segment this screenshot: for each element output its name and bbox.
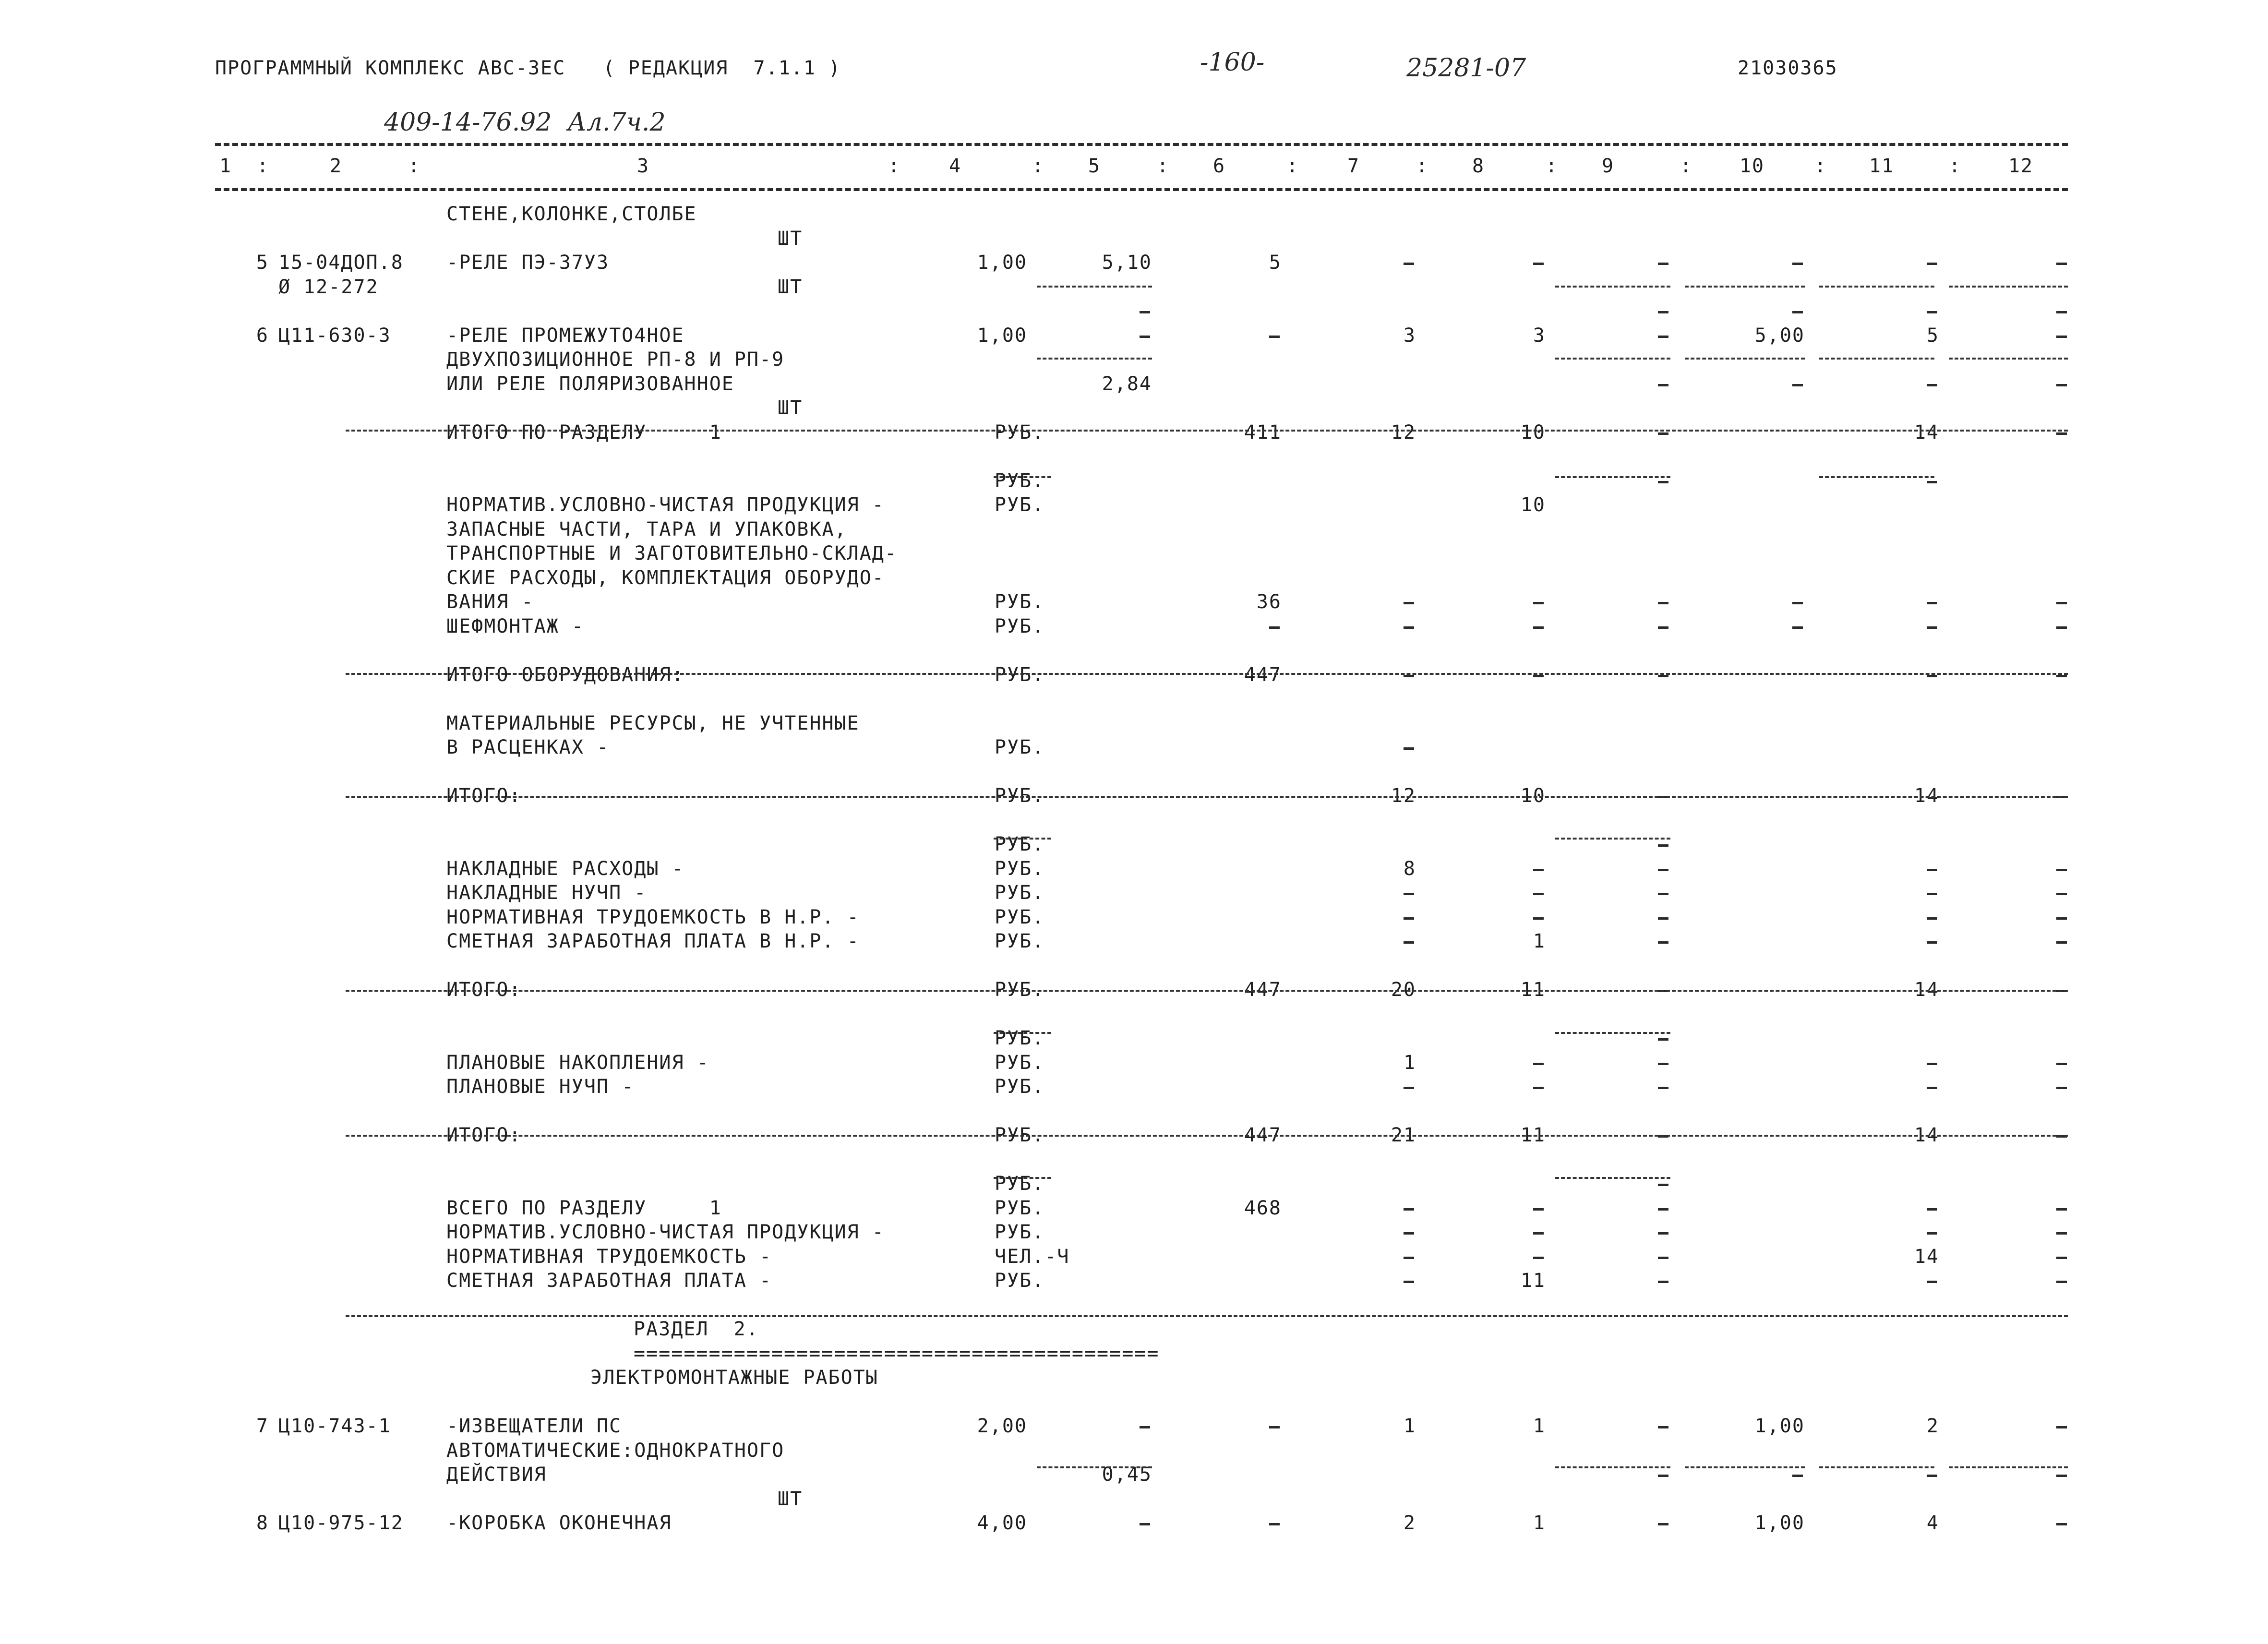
cell-c5: 2,84 — [1102, 372, 1152, 395]
underline-segment — [994, 476, 1051, 478]
dash-mark — [2056, 869, 2067, 871]
underline-segment — [1949, 286, 2068, 288]
column-number: 4 — [948, 155, 962, 177]
cell-c11: 14 — [1914, 785, 1939, 807]
dash-mark — [2056, 1426, 2067, 1428]
cell-code: Ø 12-272 — [278, 276, 379, 298]
cell-c11: 5 — [1926, 324, 1939, 347]
section-rule — [346, 1315, 2068, 1317]
dash-mark — [2056, 1257, 2067, 1259]
dash-mark — [2056, 311, 2067, 313]
cell-text: ЭЛЕКТРОМОНТАЖНЫЕ РАБОТЫ — [590, 1367, 878, 1389]
cell-n: 7 — [256, 1415, 269, 1437]
dash-mark — [1792, 384, 1803, 386]
dash-mark — [1404, 626, 1414, 629]
dash-mark — [1927, 675, 1937, 677]
cell-c10: 1,00 — [1754, 1512, 1805, 1534]
dash-mark — [1927, 384, 1937, 386]
dash-mark — [1404, 941, 1414, 944]
project-reference: 409-14-76.92 Ал.7ч.2 — [384, 108, 666, 137]
dash-mark — [1533, 1257, 1544, 1259]
cell-text: ИТОГО: — [446, 1124, 522, 1146]
cell-unit: РУБ. — [995, 930, 1045, 952]
underline-segment — [1819, 286, 1934, 288]
cell-c11: 4 — [1926, 1512, 1939, 1534]
cell-unit: РУБ. — [995, 857, 1045, 880]
cell-unit: РУБ. — [995, 1173, 1045, 1195]
column-separator: : — [1949, 155, 1962, 177]
cell-text: ИТОГО ПО РАЗДЕЛУ 1 — [446, 421, 722, 444]
dash-mark — [1533, 626, 1544, 629]
underline-segment — [1685, 358, 1805, 360]
underline-segment — [1819, 358, 1934, 360]
dash-mark — [1658, 626, 1668, 629]
cell-text: СМЕТНАЯ ЗАРАБОТНАЯ ПЛАТА В Н.Р. - — [446, 930, 860, 952]
cell-unit: РУБ. — [995, 1221, 1045, 1243]
dash-mark — [1658, 869, 1668, 871]
cell-text: ШТ — [778, 397, 803, 419]
underline-segment — [1555, 476, 1670, 478]
dash-mark — [1792, 602, 1803, 604]
dash-mark — [1658, 432, 1668, 435]
page-number: -160- — [1200, 48, 1265, 77]
cell-text: НОРМАТИВНАЯ ТРУДОЕМКОСТЬ - — [446, 1245, 772, 1268]
cell-c11: 14 — [1914, 1245, 1939, 1268]
dash-mark — [1658, 844, 1668, 847]
dash-mark — [1404, 602, 1414, 604]
dash-mark — [1658, 1281, 1668, 1283]
section-rule — [346, 673, 2068, 675]
cell-c8: 10 — [1520, 785, 1546, 807]
dash-mark — [2056, 602, 2067, 604]
underline-segment — [1949, 358, 2068, 360]
cell-c6: 411 — [1244, 421, 1282, 444]
cell-text: ИТОГО: — [446, 979, 522, 1001]
dash-mark — [1404, 747, 1414, 750]
cell-code: Ц10-975-12 — [278, 1512, 404, 1534]
cell-text: ИЛИ РЕЛЕ ПОЛЯРИЗОВАННОЕ — [446, 372, 734, 395]
dash-mark — [1533, 602, 1544, 604]
cell-c5: 5,10 — [1102, 252, 1152, 274]
cell-c11: 14 — [1914, 979, 1939, 1001]
dash-mark — [1533, 1232, 1544, 1235]
dash-mark — [1658, 893, 1668, 895]
dash-mark — [1658, 1232, 1668, 1235]
dash-mark — [2056, 1523, 2067, 1525]
underline-segment — [1685, 1466, 1805, 1468]
dash-mark — [2056, 1063, 2067, 1065]
cell-c7: 12 — [1391, 421, 1416, 444]
cell-text: -ИЗВЕЩАТЕЛИ ПС — [446, 1415, 622, 1437]
cell-c6: 5 — [1269, 252, 1282, 274]
dash-mark — [1927, 626, 1937, 629]
cell-unit: РУБ. — [995, 615, 1045, 637]
underline-segment — [1555, 838, 1670, 840]
underline-segment — [994, 1177, 1051, 1179]
cell-text: ДЕЙСТВИЯ — [446, 1464, 547, 1486]
dash-mark — [2056, 675, 2067, 677]
dash-mark — [1792, 626, 1803, 629]
cell-c8: 11 — [1520, 1124, 1546, 1146]
dash-mark — [1533, 675, 1544, 677]
dash-mark — [1658, 941, 1668, 944]
section-rule — [346, 990, 2068, 992]
cell-code: Ц11-630-3 — [278, 324, 391, 347]
column-number: 1 — [219, 155, 232, 177]
underline-segment — [1555, 1177, 1670, 1179]
column-separator: : — [257, 155, 270, 177]
cell-c6: 447 — [1244, 979, 1282, 1001]
dash-mark — [1269, 336, 1280, 338]
cell-text: -КОРОБКА ОКОНЕЧНАЯ — [446, 1512, 672, 1534]
dash-mark — [1533, 917, 1544, 920]
cell-text: ШТ — [778, 227, 803, 250]
dash-mark — [2056, 941, 2067, 944]
dash-mark — [1404, 1087, 1414, 1089]
cell-text: МАТЕРИАЛЬНЫЕ РЕСУРСЫ, НЕ УЧТЕННЫЕ — [446, 712, 860, 734]
cell-n: 6 — [256, 324, 269, 347]
cell-text: ПЛАНОВЫЕ НУЧП - — [446, 1076, 635, 1098]
dash-mark — [1140, 311, 1150, 313]
cell-text: НАКЛАДНЫЕ РАСХОДЫ - — [446, 857, 684, 880]
cell-c8: 1 — [1533, 1512, 1546, 1534]
section-rule — [346, 430, 2068, 432]
dash-mark — [1404, 1281, 1414, 1283]
dash-mark — [1533, 869, 1544, 871]
cell-unit: РУБ. — [995, 1124, 1045, 1146]
cell-c6: 468 — [1244, 1197, 1282, 1219]
dash-mark — [1658, 1184, 1668, 1186]
cell-unit: РУБ. — [995, 833, 1045, 855]
dash-mark — [2056, 1208, 2067, 1211]
dash-mark — [1533, 1208, 1544, 1211]
dash-mark — [1404, 1232, 1414, 1235]
cell-c6: 447 — [1244, 1124, 1282, 1146]
section-rule — [346, 1135, 2068, 1137]
underline-segment — [1037, 1466, 1152, 1468]
cell-text: ВСЕГО ПО РАЗДЕЛУ 1 — [446, 1197, 722, 1219]
cell-text: СТЕНЕ,КОЛОНКЕ,СТОЛБЕ — [446, 203, 697, 225]
dash-mark — [1658, 1426, 1668, 1428]
dash-mark — [1927, 1281, 1937, 1283]
dash-mark — [1927, 1232, 1937, 1235]
dash-mark — [1792, 1475, 1803, 1477]
dash-mark — [1140, 1523, 1150, 1525]
cell-c11: 14 — [1914, 421, 1939, 444]
dash-mark — [1792, 311, 1803, 313]
underline-segment — [1555, 358, 1670, 360]
column-separator: : — [408, 155, 421, 177]
header-top-rule — [215, 143, 2068, 146]
cell-c5: 0,45 — [1102, 1464, 1152, 1486]
dash-mark — [1927, 1087, 1937, 1089]
dash-mark — [2056, 1475, 2067, 1477]
cell-c8: 11 — [1520, 1270, 1546, 1292]
cell-c6: 447 — [1244, 663, 1282, 686]
cell-c7: 1 — [1403, 1415, 1416, 1437]
column-number: 12 — [2008, 155, 2034, 177]
underline-segment — [1819, 476, 1934, 478]
underline-segment — [994, 1032, 1051, 1034]
cell-qty: 1,00 — [977, 252, 1027, 274]
cell-c8: 1 — [1533, 930, 1546, 952]
cell-unit: ЧЕЛ.-Ч — [995, 1245, 1070, 1268]
cell-c6: 36 — [1256, 591, 1282, 613]
cell-text: ПЛАНОВЫЕ НАКОПЛЕНИЯ - — [446, 1051, 709, 1074]
column-number: 8 — [1472, 155, 1485, 177]
underline-segment — [1949, 1466, 2068, 1468]
dash-mark — [1658, 263, 1668, 265]
cell-text: НАКЛАДНЫЕ НУЧП - — [446, 882, 647, 904]
cell-c7: 2 — [1403, 1512, 1416, 1534]
cell-text: ВАНИЯ - — [446, 591, 534, 613]
column-separator: : — [1286, 155, 1299, 177]
cell-unit: РУБ. — [995, 1027, 1045, 1049]
dash-mark — [1927, 1208, 1937, 1211]
dash-mark — [1404, 1257, 1414, 1259]
dash-mark — [1927, 1063, 1937, 1065]
cell-c7: 21 — [1391, 1124, 1416, 1146]
document-code: 21030365 — [1738, 57, 1838, 79]
cell-text: В РАСЦЕНКАХ - — [446, 736, 610, 758]
dash-mark — [1533, 263, 1544, 265]
cell-text: -РЕЛЕ ПРОМЕЖУТО4НОЕ — [446, 324, 684, 347]
dash-mark — [1140, 336, 1150, 338]
cell-text: ШЕФМОНТАЖ - — [446, 615, 584, 637]
column-number: 11 — [1869, 155, 1895, 177]
dash-mark — [2056, 1087, 2067, 1089]
column-number: 6 — [1212, 155, 1226, 177]
column-separator: : — [1032, 155, 1045, 177]
column-separator: : — [1680, 155, 1693, 177]
dash-mark — [1404, 675, 1414, 677]
dash-mark — [2056, 263, 2067, 265]
cell-qty: 4,00 — [977, 1512, 1027, 1534]
cell-unit: РУБ. — [995, 591, 1045, 613]
cell-unit: РУБ. — [995, 736, 1045, 758]
dash-mark — [1658, 1038, 1668, 1041]
column-separator: : — [1416, 155, 1429, 177]
cell-unit: РУБ. — [995, 469, 1045, 492]
dash-mark — [2056, 336, 2067, 338]
cell-n: 5 — [256, 252, 269, 274]
cell-text: ========================================== — [634, 1342, 1160, 1365]
underline-segment — [1555, 1032, 1670, 1034]
dash-mark — [1658, 384, 1668, 386]
dash-mark — [2056, 432, 2067, 435]
cell-c10: 5,00 — [1754, 324, 1805, 347]
dash-mark — [1927, 941, 1937, 944]
dash-mark — [1269, 626, 1280, 629]
cell-unit: РУБ. — [995, 882, 1045, 904]
dash-mark — [1658, 311, 1668, 313]
cell-text: НОРМАТИВ.УСЛОВНО-ЧИСТАЯ ПРОДУКЦИЯ - — [446, 494, 885, 516]
dash-mark — [1658, 917, 1668, 920]
dash-mark — [1927, 602, 1937, 604]
dash-mark — [2056, 1281, 2067, 1283]
column-number: 5 — [1088, 155, 1101, 177]
cell-c8: 3 — [1533, 324, 1546, 347]
dash-mark — [1658, 1257, 1668, 1259]
cell-c11: 2 — [1926, 1415, 1939, 1437]
dash-mark — [1658, 602, 1668, 604]
program-header: ПРОГРАММНЫЙ КОМПЛЕКС АВС-3ЕС ( РЕДАКЦИЯ 7.1.1 ) — [215, 57, 841, 79]
cell-c8: 11 — [1520, 979, 1546, 1001]
cell-unit: РУБ. — [995, 494, 1045, 516]
underline-segment — [994, 838, 1051, 840]
column-separator: : — [1814, 155, 1827, 177]
underline-segment — [1685, 286, 1805, 288]
cell-text: НОРМАТИВ.УСЛОВНО-ЧИСТАЯ ПРОДУКЦИЯ - — [446, 1221, 885, 1243]
cell-text: АВТОМАТИЧЕСКИЕ:ОДНОКРАТНОГО — [446, 1439, 785, 1462]
cell-text: СКИЕ РАСХОДЫ, КОМПЛЕКТАЦИЯ ОБОРУДО- — [446, 566, 885, 589]
document-number: 25281-07 — [1406, 54, 1526, 83]
dash-mark — [1658, 1087, 1668, 1089]
dash-mark — [2056, 626, 2067, 629]
dash-mark — [1927, 481, 1937, 483]
dash-mark — [1269, 1523, 1280, 1525]
dash-mark — [1658, 1475, 1668, 1477]
dash-mark — [2056, 1232, 2067, 1235]
column-separator: : — [1546, 155, 1559, 177]
cell-c7: 1 — [1403, 1051, 1416, 1074]
cell-text: ТРАНСПОРТНЫЕ И ЗАГОТОВИТЕЛЬНО-СКЛАД- — [446, 542, 897, 564]
dash-mark — [1404, 263, 1414, 265]
cell-text: ДВУХПОЗИЦИОННОЕ РП-8 И РП-9 — [446, 348, 785, 371]
cell-unit: РУБ. — [995, 906, 1045, 928]
cell-text: ШТ — [778, 1488, 803, 1510]
cell-c7: 8 — [1403, 857, 1416, 880]
cell-c11: 14 — [1914, 1124, 1939, 1146]
dash-mark — [1533, 893, 1544, 895]
dash-mark — [1927, 893, 1937, 895]
dash-mark — [1404, 1208, 1414, 1211]
cell-qty: 2,00 — [977, 1415, 1027, 1437]
column-number: 9 — [1601, 155, 1615, 177]
cell-qty: 1,00 — [977, 324, 1027, 347]
dash-mark — [1927, 263, 1937, 265]
cell-n: 8 — [256, 1512, 269, 1534]
cell-code: 15-04ДОП.8 — [278, 252, 404, 274]
cell-c7: 12 — [1391, 785, 1416, 807]
dash-mark — [1927, 917, 1937, 920]
column-number: 2 — [329, 155, 343, 177]
dash-mark — [1140, 1426, 1150, 1428]
cell-unit: РУБ. — [995, 421, 1045, 444]
cell-c7: 20 — [1391, 979, 1416, 1001]
cell-text: ЗАПАСНЫЕ ЧАСТИ, ТАРА И УПАКОВКА, — [446, 518, 847, 540]
cell-text: НОРМАТИВНАЯ ТРУДОЕМКОСТЬ В Н.Р. - — [446, 906, 860, 928]
dash-mark — [2056, 917, 2067, 920]
cell-unit: РУБ. — [995, 663, 1045, 686]
dash-mark — [1927, 1475, 1937, 1477]
cell-text: СМЕТНАЯ ЗАРАБОТНАЯ ПЛАТА - — [446, 1270, 772, 1292]
header-bottom-rule — [215, 188, 2068, 191]
dash-mark — [1658, 1523, 1668, 1525]
cell-code: Ц10-743-1 — [278, 1415, 391, 1437]
cell-c8: 10 — [1520, 494, 1546, 516]
cell-c7: 3 — [1403, 324, 1416, 347]
cell-text: ШТ — [778, 276, 803, 298]
cell-unit: РУБ. — [995, 1076, 1045, 1098]
dash-mark — [1792, 263, 1803, 265]
dash-mark — [1658, 1208, 1668, 1211]
dash-mark — [1658, 336, 1668, 338]
underline-segment — [1037, 358, 1152, 360]
column-separator: : — [888, 155, 901, 177]
dash-mark — [1927, 311, 1937, 313]
column-separator: : — [1157, 155, 1170, 177]
dash-mark — [1404, 893, 1414, 895]
underline-segment — [1555, 1466, 1670, 1468]
cell-unit: РУБ. — [995, 785, 1045, 807]
cell-text: РАЗДЕЛ 2. — [634, 1318, 759, 1340]
column-number: 10 — [1739, 155, 1765, 177]
dash-mark — [2056, 893, 2067, 895]
underline-segment — [1037, 286, 1152, 288]
cell-c10: 1,00 — [1754, 1415, 1805, 1437]
cell-c8: 10 — [1520, 421, 1546, 444]
dash-mark — [1404, 917, 1414, 920]
column-number: 3 — [636, 155, 650, 177]
cell-text: ИТОГО: — [446, 785, 522, 807]
cell-unit: РУБ. — [995, 979, 1045, 1001]
underline-segment — [1819, 1466, 1934, 1468]
dash-mark — [1658, 675, 1668, 677]
dash-mark — [1658, 481, 1668, 483]
dash-mark — [1269, 1426, 1280, 1428]
dash-mark — [1533, 1087, 1544, 1089]
dash-mark — [2056, 384, 2067, 386]
cell-unit: РУБ. — [995, 1270, 1045, 1292]
column-number: 7 — [1347, 155, 1360, 177]
cell-unit: РУБ. — [995, 1051, 1045, 1074]
underline-segment — [1555, 286, 1670, 288]
section-rule — [346, 796, 2068, 798]
cell-c8: 1 — [1533, 1415, 1546, 1437]
cell-text: -РЕЛЕ ПЭ-37УЗ — [446, 252, 610, 274]
dash-mark — [1658, 1063, 1668, 1065]
dash-mark — [1927, 869, 1937, 871]
cell-unit: РУБ. — [995, 1197, 1045, 1219]
dash-mark — [1533, 1063, 1544, 1065]
cell-text: ИТОГО ОБОРУДОВАНИЯ: — [446, 663, 684, 686]
